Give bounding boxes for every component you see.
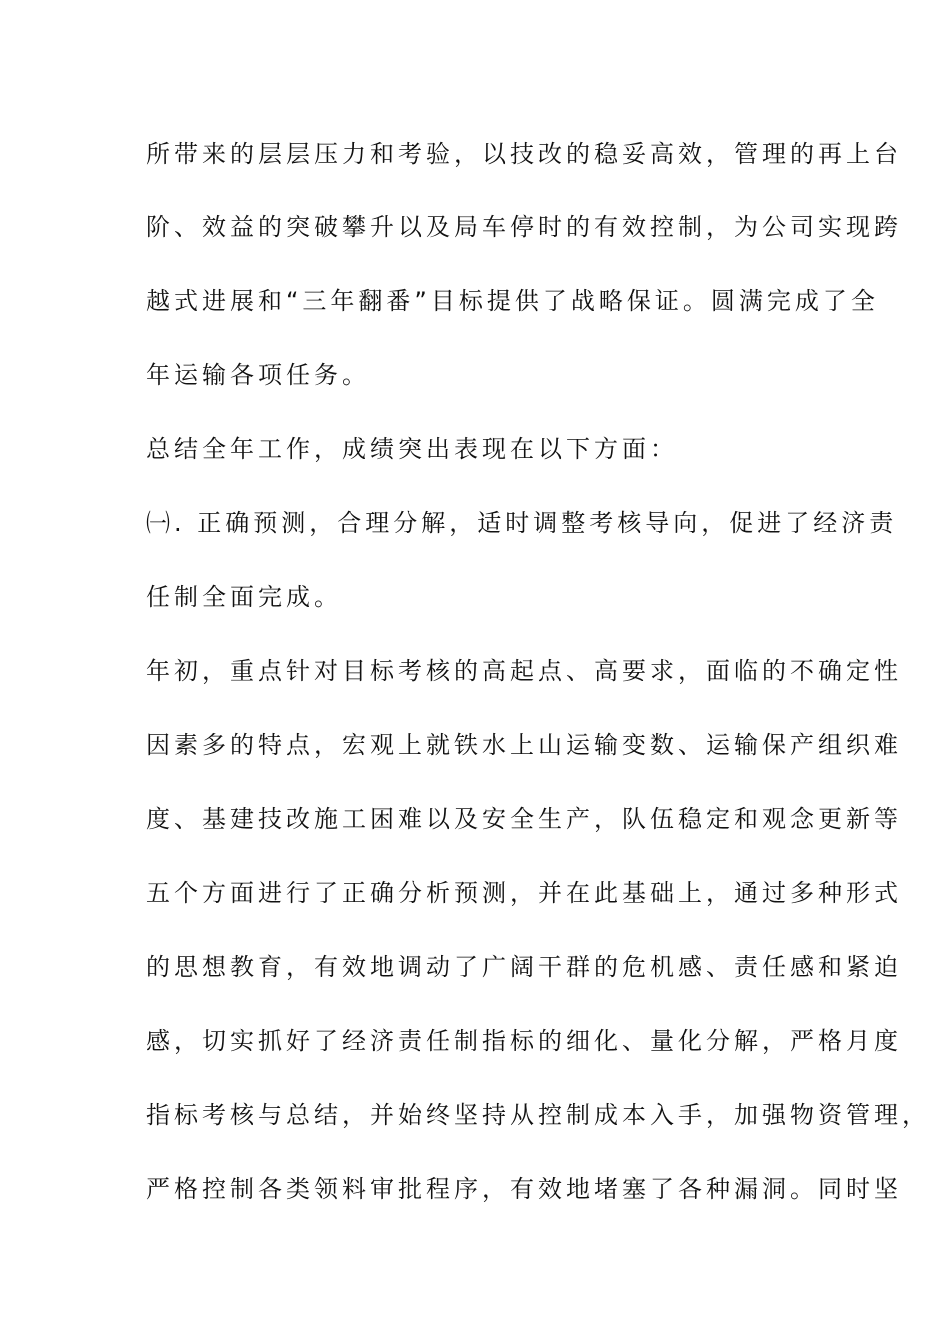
text-line: 五个方面进行了正确分析预测，并在此基础上，通过多种形式 (146, 879, 902, 907)
text-line: 指标考核与总结，并始终坚持从控制成本入手，加强物资管理， (146, 1101, 930, 1129)
section-heading-line: 任制全面完成。 (146, 583, 342, 611)
text-line: 年运输各项任务。 (146, 361, 370, 389)
text-line: 严格控制各类领料审批程序，有效地堵塞了各种漏洞。同时坚 (146, 1175, 902, 1203)
text-line: 所带来的层层压力和考验，以技改的稳妥高效，管理的再上台 (146, 140, 902, 168)
text-line: 年初，重点针对目标考核的高起点、高要求，面临的不确定性 (146, 657, 902, 685)
text-line: 越式进展和“三年翻番”目标提供了战略保证。圆满完成了全 (146, 287, 879, 315)
text-line: 度、基建技改施工困难以及安全生产，队伍稳定和观念更新等 (146, 805, 902, 833)
text-line: 因素多的特点，宏观上就铁水上山运输变数、运输保产组织难 (146, 731, 902, 759)
text-line: 阶、效益的突破攀升以及局车停时的有效控制，为公司实现跨 (146, 213, 902, 241)
text-line: 的思想教育，有效地调动了广阔干群的危机感、责任感和紧迫 (146, 953, 902, 981)
section-intro-line: 总结全年工作，成绩突出表现在以下方面： (146, 435, 678, 463)
text-line: 感，切实抓好了经济责任制指标的细化、量化分解，严格月度 (146, 1027, 902, 1055)
section-heading-line: ㈠. 正确预测，合理分解，适时调整考核导向，促进了经济责 (146, 509, 898, 537)
